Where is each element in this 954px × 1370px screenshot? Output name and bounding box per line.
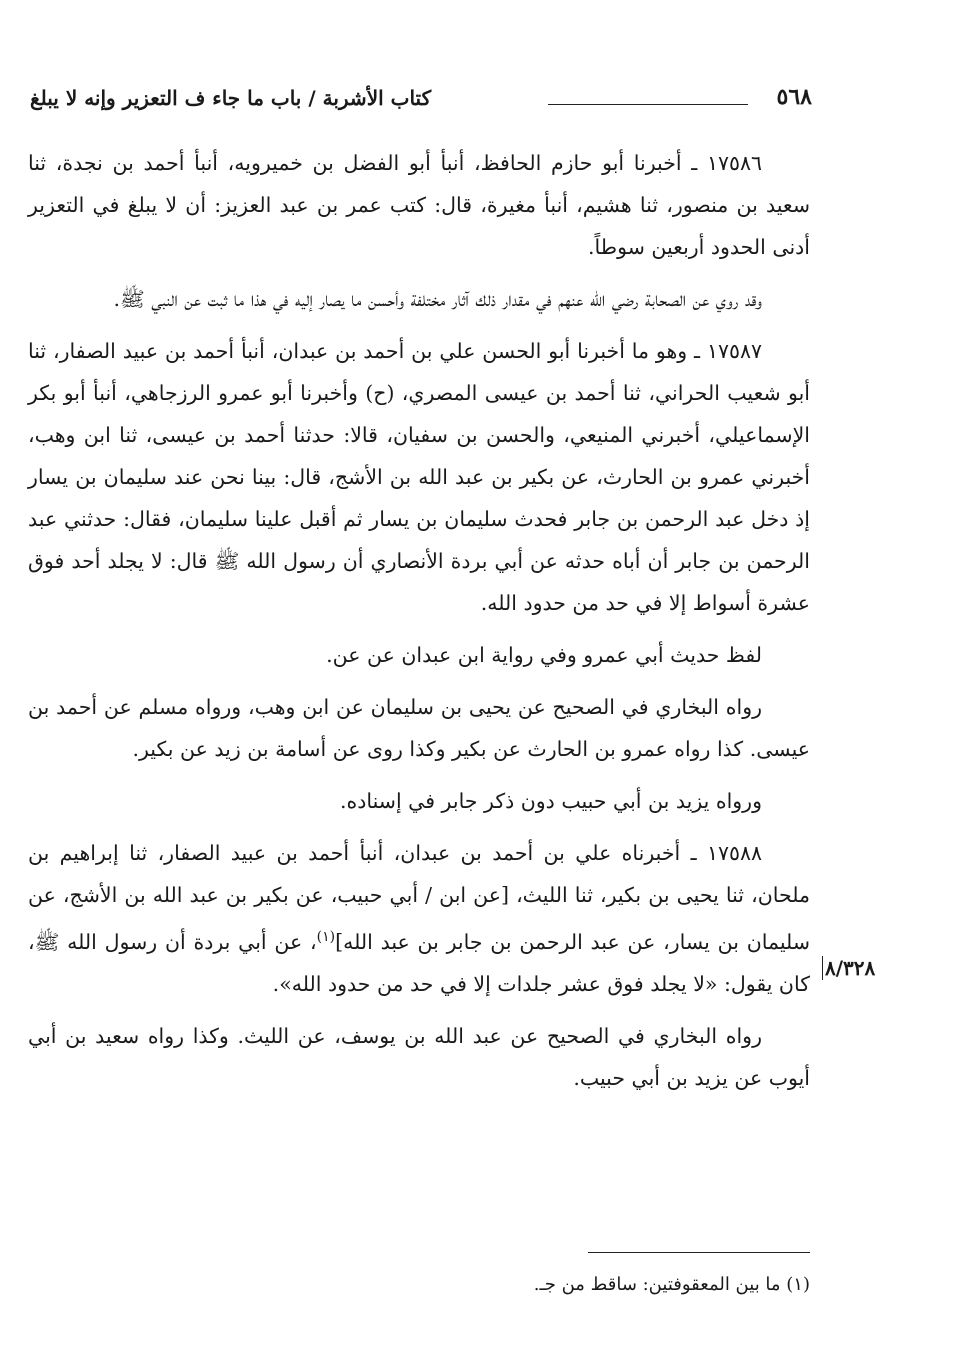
margin-reference: ٨/٣٢٨ — [822, 956, 875, 980]
paragraph-17586: ١٧٥٨٦ ـ أخبرنا أبو حازم الحافظ، أنبأ أبو الفضل بن خميرويه، أنبأ أحمد بن نجدة، ثنا سعيد بن منصور، ثنا هشيم، أنبأ مغيرة، قال: كتب عمر بن عبد العزيز: أن لا يبلغ في التعزير أدنى الحدود أربعين سوطاً. — [28, 151, 810, 259]
paragraph-sahaba: وقد روي عن الصحابة رضي الله عنهم في مقدار ذلك آثار مختلفة وأحسن ما يصار إليه في هذا ما ثبت عن النبي ﷺ. — [113, 287, 762, 311]
paragraph-17588-after: ، عن أبي بردة أن رسول الله ﷺ، كان يقول: «لا يجلد فوق عشر جلدات إلا في حد من حدود الله». — [28, 929, 810, 996]
header-rule — [548, 104, 748, 105]
page-number: ٥٦٨ — [776, 84, 812, 110]
page-header — [30, 84, 812, 120]
main-text — [28, 142, 810, 1109]
footnote: (١) ما بين المعقوفتين: ساقط من جـ. — [533, 1274, 810, 1295]
paragraph-lafz: لفظ حديث أبي عمرو وفي رواية ابن عبدان عن عن. — [326, 643, 762, 667]
paragraph-17588-start: ١٧٥٨٨ ـ أخبرناه علي بن أحمد بن عبدان، أنبأ أحمد بن عبيد الصفار، ثنا — [129, 841, 762, 865]
footnote-marker: (١) — [316, 929, 336, 945]
paragraph-bukhari-2: رواه البخاري في الصحيح عن عبد الله بن يوسف، عن الليث. وكذا رواه سعيد بن أبي أيوب عن يزيد بن أبي حبيب. — [28, 1023, 810, 1090]
running-title: كتاب الأشربة / باب ما جاء ف التعزير وإنه لا يبلغ — [30, 86, 432, 110]
paragraph-17588-before: إبراهيم بن ملحان، ثنا يحيى بن بكير، ثنا الليث، [عن ابن / أبي حبيب، عن بكير بن عبد الله بن الأشج، عن سليمان بن يسار، عن عبد الرحمن بن جابر بن عبد الله] — [28, 841, 810, 954]
paragraph-17588 — [28, 832, 810, 1005]
paragraph-17587: ١٧٥٨٧ ـ وهو ما أخبرنا أبو الحسن علي بن أحمد بن عبدان، أنبأ أحمد بن عبيد الصفار، ثنا أبو شعيب الحراني، ثنا أحمد بن عيسى المصري، (ح) وأخبرنا أبو عمرو الرزجاهي، أنبأ أبو بكر الإسماعيلي، أخبرني المنيعي، والحسن بن سفيان، قالا: حدثنا أحمد بن عيسى، ثنا ابن وهب، أخبرني عمرو بن الحارث، عن بكير بن عبد الله بن الأشج، قال: بينا نحن عند سليمان بن يسار إذ دخل عبد الرحمن بن جابر فحدث سليمان بن يسار ثم أقبل علينا سليمان، فقال: حدثني عبد الرحمن بن جابر أن أباه حدثه عن أبي بردة الأنصاري أن رسول الله ﷺ قال: لا يجلد أحد فوق عشرة أسواط إلا في حد من حدود الله. — [28, 339, 810, 615]
paragraph-yazid: ورواه يزيد بن أبي حبيب دون ذكر جابر في إسناده. — [339, 789, 762, 813]
footnote-rule — [588, 1252, 810, 1253]
paragraph-bukhari-1: رواه البخاري في الصحيح عن يحيى بن سليمان عن ابن وهب، ورواه مسلم عن أحمد بن عيسى. كذا رواه عمرو بن الحارث عن بكير وكذا روى عن أسامة بن زيد عن بكير. — [28, 695, 810, 761]
